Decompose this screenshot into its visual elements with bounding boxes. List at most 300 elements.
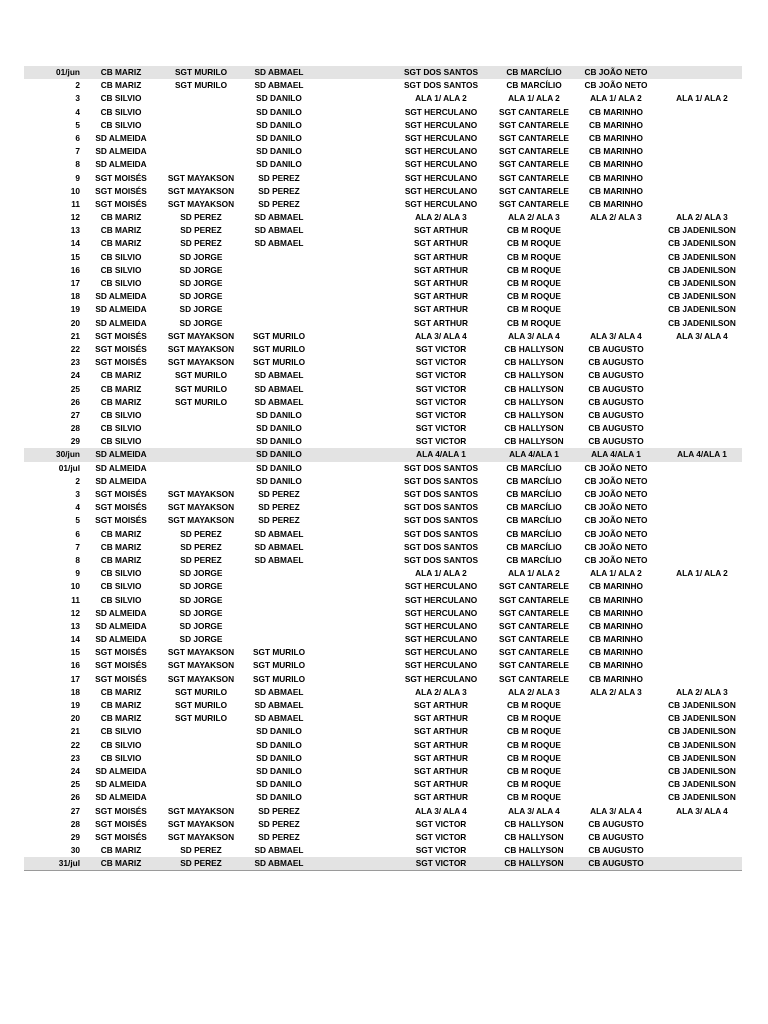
table-cell: SGT VICTOR [415, 845, 467, 856]
table-cell: CB M ROQUE [507, 752, 561, 763]
table-cell: SGT DOS SANTOS [403, 541, 479, 552]
table-cell: CB SILVIO [100, 726, 142, 737]
date-cell: 30 [70, 845, 80, 856]
date-cell: 6 [75, 132, 80, 143]
table-cell: CB JADENILSON [668, 752, 736, 763]
table-cell: SD JORGE [179, 568, 223, 579]
table-cell: CB HALLYSON [504, 423, 564, 434]
table-row [24, 356, 742, 369]
table-cell: SGT MAYAKSON [167, 343, 235, 354]
table-cell: CB AUGUSTO [588, 343, 644, 354]
table-cell: CB MARCÍLIO [506, 80, 562, 91]
table-cell: CB HALLYSON [504, 818, 564, 829]
table-cell: ALA 1/ ALA 2 [676, 568, 728, 579]
table-row [24, 198, 742, 211]
table-cell: SD PEREZ [258, 831, 300, 842]
table-row [24, 211, 742, 224]
table-row [24, 462, 742, 475]
date-cell: 29 [70, 436, 80, 447]
table-cell: SGT MOISÉS [95, 673, 147, 684]
table-cell: SGT ARTHUR [413, 278, 469, 288]
table-cell: SGT CANTARELE [499, 647, 569, 658]
table-cell: SGT MURILO [252, 647, 306, 658]
table-cell: CB HALLYSON [504, 409, 564, 420]
table-cell: SGT MOISÉS [95, 502, 147, 513]
table-cell: SD PEREZ [258, 818, 300, 829]
table-cell: ALA 2/ ALA 3 [676, 686, 728, 697]
table-cell: SGT MAYAKSON [167, 831, 235, 842]
table-cell: SGT HERCULANO [404, 172, 478, 183]
table-cell: SGT MOISÉS [95, 660, 147, 671]
table-cell: CB HALLYSON [504, 357, 564, 368]
table-row [24, 303, 742, 316]
table-cell: SGT HERCULANO [404, 647, 478, 658]
date-cell: 24 [70, 765, 80, 776]
table-cell: CB HALLYSON [504, 831, 564, 842]
table-cell: SGT MAYAKSON [167, 660, 235, 671]
table-cell: CB M ROQUE [507, 238, 561, 249]
table-cell: CB JADENILSON [668, 779, 736, 790]
table-cell: SD JORGE [179, 251, 223, 262]
date-cell: 18 [70, 686, 80, 697]
table-cell: SD JORGE [179, 317, 223, 328]
table-row [24, 567, 742, 580]
table-cell: ALA 4/ALA 1 [416, 449, 466, 460]
table-row [24, 488, 742, 501]
table-row [24, 409, 742, 422]
duty-roster-table [24, 66, 742, 871]
table-row [24, 158, 742, 171]
table-cell: SD DANILO [256, 159, 302, 170]
table-cell: SD DANILO [256, 462, 302, 473]
date-cell: 19 [70, 304, 80, 315]
date-cell: 28 [70, 818, 80, 829]
table-cell: CB M ROQUE [507, 765, 561, 776]
table-cell: SGT MAYAKSON [167, 502, 235, 513]
table-cell: CB MARCÍLIO [506, 475, 562, 486]
table-cell: CB MARIZ [100, 554, 142, 565]
table-cell: SD PEREZ [180, 212, 222, 223]
table-cell: SGT MURILO [252, 673, 306, 684]
table-cell: CB MARIZ [100, 858, 142, 869]
table-row [24, 475, 742, 488]
table-cell: SD ABMAEL [254, 528, 304, 539]
table-cell: SD DANILO [256, 739, 302, 750]
table-cell: SD DANILO [256, 93, 302, 104]
date-cell: 23 [70, 752, 80, 763]
table-cell: SGT DOS SANTOS [403, 528, 479, 539]
table-cell: SD PEREZ [258, 198, 300, 209]
table-cell: CB JOÃO NETO [584, 541, 648, 552]
table-cell: CB MARCÍLIO [506, 502, 562, 513]
table-row [24, 277, 742, 290]
table-cell: CB AUGUSTO [588, 383, 644, 394]
table-cell: ALA 1/ ALA 2 [508, 568, 560, 579]
date-cell: 28 [70, 423, 80, 434]
table-cell: SGT DOS SANTOS [403, 80, 479, 91]
table-cell: ALA 2/ ALA 3 [590, 212, 642, 223]
table-cell: SD ALMEIDA [95, 159, 147, 170]
table-cell: CB MARIZ [100, 370, 142, 381]
date-cell: 16 [70, 264, 80, 275]
table-cell: CB M ROQUE [507, 278, 561, 288]
table-cell: SD DANILO [256, 726, 302, 737]
table-cell: SGT ARTHUR [413, 304, 469, 315]
table-cell: CB JADENILSON [668, 792, 736, 803]
table-cell: CB M ROQUE [507, 291, 561, 302]
date-cell: 22 [70, 739, 80, 750]
table-cell: SGT MOISÉS [95, 515, 147, 526]
table-cell: SGT VICTOR [415, 436, 467, 447]
date-cell: 8 [75, 554, 80, 565]
date-cell: 2 [75, 80, 80, 91]
table-row [24, 396, 742, 409]
table-row [24, 620, 742, 633]
table-cell: SD JORGE [179, 581, 223, 592]
table-cell: SGT VICTOR [415, 357, 467, 368]
date-cell: 17 [70, 278, 80, 288]
date-cell: 10 [70, 185, 80, 196]
date-cell: 15 [70, 647, 80, 658]
table-cell: ALA 1/ ALA 2 [590, 93, 642, 104]
table-cell: SGT HERCULANO [404, 132, 478, 143]
table-cell: CB MARIZ [100, 528, 142, 539]
table-cell: SGT MURILO [174, 396, 228, 407]
table-cell: SD PEREZ [180, 238, 222, 249]
table-cell: SD JORGE [179, 620, 223, 631]
table-cell: CB AUGUSTO [588, 409, 644, 420]
table-cell: SGT CANTARELE [499, 172, 569, 183]
date-cell: 10 [70, 581, 80, 592]
date-cell: 2 [75, 475, 80, 486]
table-cell: SGT CANTARELE [499, 607, 569, 618]
date-cell: 7 [75, 541, 80, 552]
table-cell: ALA 3/ ALA 4 [415, 330, 467, 341]
table-cell: CB MARIZ [100, 238, 142, 249]
table-cell: SGT MURILO [252, 330, 306, 341]
table-cell: SD PEREZ [180, 225, 222, 236]
table-cell: SD PEREZ [258, 805, 300, 816]
table-cell: CB JADENILSON [668, 291, 736, 302]
table-cell: CB HALLYSON [504, 383, 564, 394]
table-cell: CB JOÃO NETO [584, 515, 648, 526]
table-row [24, 686, 742, 699]
table-cell: CB MARINHO [589, 132, 643, 143]
table-cell: SGT HERCULANO [404, 106, 478, 117]
table-cell: ALA 2/ ALA 3 [590, 686, 642, 697]
date-cell: 8 [75, 159, 80, 170]
table-cell: SGT ARTHUR [413, 752, 469, 763]
date-cell: 16 [70, 660, 80, 671]
table-cell: CB SILVIO [100, 739, 142, 750]
table-cell: ALA 4/ALA 1 [509, 449, 559, 460]
table-cell: CB AUGUSTO [588, 423, 644, 434]
date-cell: 11 [71, 594, 80, 605]
table-cell: SGT CANTARELE [499, 106, 569, 117]
table-row [24, 435, 742, 448]
table-cell: CB MARINHO [589, 198, 643, 209]
date-cell: 6 [75, 528, 80, 539]
table-cell: SGT HERCULANO [404, 634, 478, 645]
table-row [24, 514, 742, 527]
table-cell: ALA 1/ ALA 2 [676, 93, 728, 104]
table-cell: SGT ARTHUR [413, 713, 469, 724]
table-cell: SGT MURILO [252, 343, 306, 354]
table-cell: SD JORGE [179, 594, 223, 605]
table-cell: SGT HERCULANO [404, 594, 478, 605]
table-cell: SGT ARTHUR [413, 726, 469, 737]
table-cell: SGT ARTHUR [413, 765, 469, 776]
table-cell: SD JORGE [179, 304, 223, 315]
table-cell: SGT MAYAKSON [167, 515, 235, 526]
table-cell: CB JADENILSON [668, 278, 736, 288]
table-row [24, 607, 742, 620]
table-cell: CB SILVIO [100, 581, 142, 592]
table-cell: SGT ARTHUR [413, 291, 469, 302]
table-row [24, 501, 742, 514]
date-cell: 24 [70, 370, 80, 381]
table-cell: CB HALLYSON [504, 343, 564, 354]
table-row [24, 369, 742, 382]
table-cell: SGT ARTHUR [413, 317, 469, 328]
date-cell: 12 [70, 212, 80, 223]
date-cell: 29 [70, 831, 80, 842]
table-row [24, 712, 742, 725]
table-cell: SGT HERCULANO [404, 185, 478, 196]
table-cell: ALA 3/ ALA 4 [676, 805, 728, 816]
table-cell: SGT MURILO [174, 80, 228, 91]
table-cell: SGT MAYAKSON [167, 172, 235, 183]
table-cell: ALA 2/ ALA 3 [508, 212, 560, 223]
date-cell: 23 [70, 357, 80, 368]
table-row [24, 791, 742, 804]
table-cell: CB SILVIO [100, 409, 142, 420]
table-cell: CB JOÃO NETO [584, 67, 648, 77]
table-row [24, 725, 742, 738]
table-cell: SGT MOISÉS [95, 185, 147, 196]
table-cell: SD DANILO [256, 409, 302, 420]
table-cell: SGT ARTHUR [413, 779, 469, 790]
table-cell: SGT DOS SANTOS [403, 462, 479, 473]
table-cell: SD DANILO [256, 779, 302, 790]
date-cell: 9 [75, 172, 80, 183]
table-cell: CB MARINHO [589, 106, 643, 117]
table-cell: CB AUGUSTO [588, 818, 644, 829]
table-cell: SD DANILO [256, 146, 302, 157]
table-cell: SD ABMAEL [254, 396, 304, 407]
table-cell: SGT MAYAKSON [167, 489, 235, 499]
date-cell: 20 [70, 713, 80, 724]
table-cell: CB JOÃO NETO [584, 489, 648, 499]
table-cell: ALA 3/ ALA 4 [508, 805, 560, 816]
table-cell: SGT VICTOR [415, 858, 467, 869]
table-cell: CB JADENILSON [668, 713, 736, 724]
table-cell: ALA 3/ ALA 4 [590, 330, 642, 341]
table-cell: SGT MOISÉS [95, 357, 147, 368]
table-cell: CB SILVIO [100, 278, 142, 288]
table-cell: CB HALLYSON [504, 370, 564, 381]
table-cell: ALA 2/ ALA 3 [508, 686, 560, 697]
table-cell: SD PEREZ [258, 489, 300, 499]
table-cell: SGT MURILO [174, 370, 228, 381]
table-cell: CB SILVIO [100, 251, 142, 262]
table-cell: SD PEREZ [258, 515, 300, 526]
table-cell: SD ALMEIDA [95, 132, 147, 143]
table-cell: SD ABMAEL [254, 686, 304, 697]
table-row [24, 857, 742, 871]
table-cell: CB MARINHO [589, 620, 643, 631]
table-cell: ALA 2/ ALA 3 [415, 212, 467, 223]
table-cell: SD PEREZ [180, 541, 222, 552]
date-cell: 26 [70, 792, 80, 803]
table-cell: CB JOÃO NETO [584, 462, 648, 473]
table-row [24, 818, 742, 831]
table-cell: ALA 3/ ALA 4 [415, 805, 467, 816]
table-cell: CB AUGUSTO [588, 831, 644, 842]
table-cell: SGT MOISÉS [95, 818, 147, 829]
table-row [24, 145, 742, 158]
table-cell: SD ABMAEL [254, 700, 304, 710]
date-cell: 27 [70, 805, 80, 816]
table-row [24, 778, 742, 791]
table-cell: SGT MURILO [252, 660, 306, 671]
table-row [24, 172, 742, 185]
table-cell: SGT CANTARELE [499, 581, 569, 592]
table-cell: SD ABMAEL [254, 713, 304, 724]
table-cell: SGT HERCULANO [404, 198, 478, 209]
table-row [24, 422, 742, 435]
table-cell: SGT CANTARELE [499, 620, 569, 631]
date-cell: 01/jul [58, 462, 80, 473]
table-cell: SD JORGE [179, 291, 223, 302]
table-cell: CB MARINHO [589, 673, 643, 684]
table-row [24, 673, 742, 686]
table-row [24, 79, 742, 92]
table-cell: SD PEREZ [180, 858, 222, 869]
table-cell: CB MARINHO [589, 172, 643, 183]
table-row [24, 264, 742, 277]
date-cell: 5 [75, 119, 80, 130]
table-cell: CB MARCÍLIO [506, 554, 562, 565]
table-cell: SGT VICTOR [415, 396, 467, 407]
table-cell: CB M ROQUE [507, 304, 561, 315]
table-cell: SD DANILO [256, 449, 302, 460]
table-cell: SGT VICTOR [415, 409, 467, 420]
table-cell: CB SILVIO [100, 423, 142, 434]
table-cell: SGT ARTHUR [413, 739, 469, 750]
date-cell: 13 [70, 225, 80, 236]
table-cell: ALA 3/ ALA 4 [590, 805, 642, 816]
table-row [24, 343, 742, 356]
table-cell: SGT ARTHUR [413, 264, 469, 275]
table-cell: SD PEREZ [258, 185, 300, 196]
date-cell: 27 [70, 409, 80, 420]
table-cell: CB MARCÍLIO [506, 515, 562, 526]
table-cell: CB SILVIO [100, 436, 142, 447]
table-row [24, 739, 742, 752]
table-cell: CB SILVIO [100, 119, 142, 130]
table-row [24, 659, 742, 672]
table-cell: SD PEREZ [180, 845, 222, 856]
table-row [24, 580, 742, 593]
table-row [24, 541, 742, 554]
table-cell: SGT CANTARELE [499, 159, 569, 170]
table-cell: SGT DOS SANTOS [403, 475, 479, 486]
table-cell: CB SILVIO [100, 568, 142, 579]
date-cell: 5 [75, 515, 80, 526]
table-cell: CB M ROQUE [507, 779, 561, 790]
table-cell: SGT CANTARELE [499, 146, 569, 157]
table-cell: CB SILVIO [100, 106, 142, 117]
table-cell: CB MARIZ [100, 713, 142, 724]
table-cell: ALA 1/ ALA 2 [590, 568, 642, 579]
table-cell: ALA 1/ ALA 2 [415, 568, 467, 579]
table-cell: SGT CANTARELE [499, 634, 569, 645]
table-cell: CB MARIZ [100, 80, 142, 91]
table-cell: SGT MOISÉS [95, 198, 147, 209]
table-cell: SGT MAYAKSON [167, 330, 235, 341]
table-cell: SGT MURILO [174, 383, 228, 394]
table-row [24, 92, 742, 105]
table-cell: SGT VICTOR [415, 383, 467, 394]
table-cell: SGT MURILO [174, 67, 228, 77]
table-cell: SGT MURILO [174, 686, 228, 697]
table-row [24, 106, 742, 119]
table-cell: CB MARINHO [589, 594, 643, 605]
table-cell: SD ABMAEL [254, 212, 304, 223]
table-cell: CB HALLYSON [504, 396, 564, 407]
table-row [24, 831, 742, 844]
table-row [24, 805, 742, 818]
table-cell: SD ALMEIDA [95, 317, 147, 328]
table-cell: CB HALLYSON [504, 436, 564, 447]
date-cell: 26 [70, 396, 80, 407]
table-cell: CB AUGUSTO [588, 858, 644, 869]
table-cell: SGT HERCULANO [404, 673, 478, 684]
date-cell: 25 [70, 779, 80, 790]
table-cell: CB SILVIO [100, 594, 142, 605]
table-cell: SGT CANTARELE [499, 119, 569, 130]
table-cell: CB HALLYSON [504, 845, 564, 856]
table-row [24, 185, 742, 198]
table-cell: SGT VICTOR [415, 370, 467, 381]
table-cell: CB JADENILSON [668, 700, 736, 710]
table-cell: ALA 4/ALA 1 [677, 449, 727, 460]
date-cell: 14 [70, 238, 80, 249]
table-cell: CB M ROQUE [507, 251, 561, 262]
table-cell: SGT VICTOR [415, 423, 467, 434]
table-cell: CB JADENILSON [668, 739, 736, 750]
table-cell: SGT CANTARELE [499, 198, 569, 209]
table-cell: CB MARIZ [100, 686, 142, 697]
table-cell: CB MARIZ [100, 67, 142, 77]
table-cell: SGT ARTHUR [413, 700, 469, 710]
table-cell: CB MARIZ [100, 541, 142, 552]
table-cell: SD ALMEIDA [95, 792, 147, 803]
table-cell: CB MARCÍLIO [506, 67, 562, 77]
table-cell: SD ALMEIDA [95, 634, 147, 645]
table-row [24, 554, 742, 567]
table-row [24, 528, 742, 541]
table-cell: SD JORGE [179, 264, 223, 275]
table-cell: SD ALMEIDA [95, 607, 147, 618]
table-cell: CB SILVIO [100, 93, 142, 104]
table-cell: CB MARCÍLIO [506, 462, 562, 473]
table-cell: SGT CANTARELE [499, 185, 569, 196]
table-cell: CB HALLYSON [504, 858, 564, 869]
date-cell: 11 [71, 198, 80, 209]
table-cell: SD ALMEIDA [95, 291, 147, 302]
